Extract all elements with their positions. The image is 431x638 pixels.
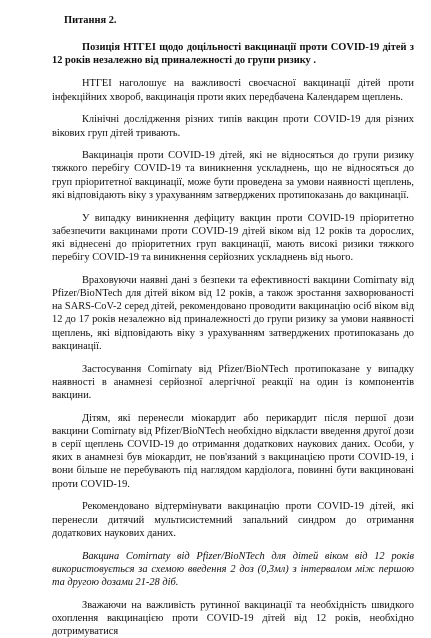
paragraph-myocarditis: Дітям, які перенесли міокардит або перикардит після першої дози вакцини Comirnaty від Pfizer/BioNTech необхідно відкласти введення другої дози в серії щеплень COVID-19 до отримання додаткових наукових даних. Особи, у яких в анамнезі був міокардит, не пов'язаний з вакцинацією проти COVID-19, і вони більше не перебувають під наглядом кардіолога, повинні бути вакциновані проти COVID-19. bbox=[52, 412, 414, 490]
paragraph-clinical-trials: Клінічні дослідження різних типів вакцин проти COVID-19 для різних вікових груп дітей тривають. bbox=[52, 114, 414, 139]
paragraph-dosing-schedule: Вакцина Comirnaty від Pfizer/BioNTech для дітей віком від 12 років використовується за схемою введення 2 доз (0,3мл) з інтервалом між першою та другою дозами 21-28 діб. bbox=[52, 550, 414, 588]
paragraph-contraindication: Застосування Comirnaty від Pfizer/BioNTech протипоказане у випадку наявності в анамнезі серйозної алергічної реакції на один із компонентів вакцини. bbox=[52, 363, 414, 401]
paragraph-non-risk-vaccination: Вакцинація проти COVID-19 дітей, які не відносяться до групи ризику тяжкого перебігу COVID-19 та виникнення ускладнень, що не відносяться до груп пріоритетної вакцинації, може бути проведена за умови наявності щеплень, які відповідають віку з урахуванням затверджених протипоказань до вакцинації. bbox=[52, 150, 414, 201]
paragraph-mis-c: Рекомендовано відтермінувати вакцинацію проти COVID-19 дітей, які перенесли дитячий мультисистемний запальний синдром до отримання додаткових наукових даних. bbox=[52, 501, 414, 539]
position-subject: Позиція НТГЕІ щодо доцільності вакцинації проти COVID-19 дітей з 12 років незалежно від приналежності до групи ризику . bbox=[52, 42, 414, 67]
paragraph-routine-vaccination: НТГЕІ наголошує на важливості своєчасної вакцинації дітей проти інфекційних хвороб, вакцинація проти яких передбачена Календарем щеплень. bbox=[52, 78, 414, 103]
paragraph-safety-data: Враховуючи наявні дані з безпеки та ефективності вакцини Comirnaty від Pfizer/BioNTech для дітей віком від 12 років, а також зростання захворюваності на SARS-CoV-2 серед дітей, рекомендовано проводити вакцинацію осіб віком від 12 до 17 років незалежно від приналежності до групи ризику за умови наявності щеплень, які відповідають віку з урахуванням затверджених протипоказань до вакцинації. bbox=[52, 274, 414, 352]
paragraph-routine-importance: Зважаючи на важливість рутинної вакцинації та необхідність швидкого охоплення вакцинацією проти COVID-19 дітей від 12 років, необхідно дотримуватися bbox=[52, 599, 414, 638]
question-heading: Питання 2. bbox=[64, 15, 117, 26]
paragraph-vaccine-deficit: У випадку виникнення дефіциту вакцин проти COVID-19 пріоритетно забезпечити вакцинами проти COVID-19 дітей віком від 12 років та дорослих, які віднесені до пріоритетних груп вакцинації, мають високі ризики тяжкого перебігу COVID-19 та виникнення серйозних ускладнень від нього. bbox=[52, 212, 414, 264]
